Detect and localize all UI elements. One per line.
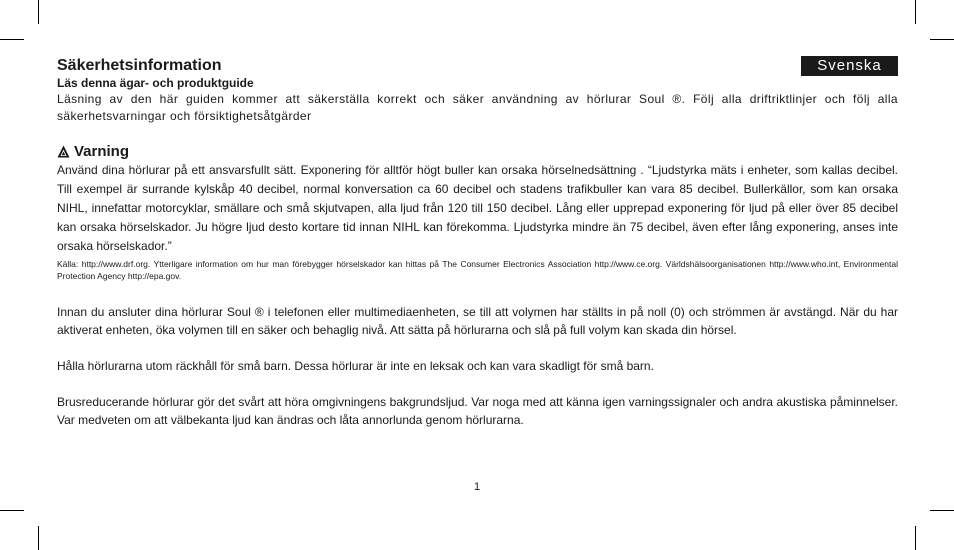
paragraph-noise-cancelling: Brusreducerande hörlurar gör det svårt att höra omgivningens bakgrundsljud. Var noga med att känna igen varningssignaler och andra akustiska påminnelser. Var medveten om att välbekanta ljud kan ändras och låta annorlunda genom hörlurarna. <box>57 395 898 427</box>
subtitle: Läs denna ägar- och produktguide <box>57 76 254 90</box>
warning-heading <box>57 141 898 161</box>
intro-text: Läsning av den här guiden kommer att säkerställa korrekt och säker användning av hörlurar Soul ®. Följ alla driftriktlinjer och följ alla säkerhetsvarningar och försiktighetsåtgärder <box>57 92 898 123</box>
crop-mark-bottom-left-v <box>38 526 39 550</box>
paragraph-children: Hålla hörlurarna utom räckhåll för små barn. Dessa hörlurar är inte en leksak och kan vara skadligt för små barn. <box>57 359 654 373</box>
warning-source: Källa: http://www.drf.org. Ytterligare information om hur man förebygger hörselskador kan hittas på The Consumer Electronics Association http://www.ce.org. Världshälsoorganisationen http://www.who.int, Environmental Protection Agency http://epa.gov. <box>57 259 898 281</box>
warning-body: Använd dina hörlurar på ett ansvarsfullt sätt. Exponering för alltför högt buller kan orsaka hörselnedsättning . “Ljudstyrka mäts i enheter, som kallas decibel. Till exempel är surrande kylskåp 40 decibel, normal konversation ca 60 decibel och stadens trafikbuller kan vara 85 decibel. Bullerkällor, som kan orsaka NIHL, innefattar motorcyklar, smällare och små skjutvapen, alla ljud från 120 till 150 decibel. Lång eller upprepad exponering för ljud på eller över 85 decibel kan orsaka hörselskador. Ju högre ljud desto kortare tid innan NIHL kan förekomma. Ljudstyrka mindre än 75 decibel, även efter lång exponering, anses inte orsaka hörselskador.” <box>57 163 898 253</box>
crop-mark-top-right-v <box>915 0 916 24</box>
crop-mark-top-left-v <box>38 0 39 24</box>
language-badge: Svenska <box>801 56 898 76</box>
page-title: Säkerhetsinformation <box>57 57 222 74</box>
page-number: 1 <box>473 481 481 493</box>
crop-mark-top-left-h <box>0 39 24 40</box>
crop-mark-bottom-left-h <box>0 510 24 511</box>
crop-mark-bottom-right-h <box>930 510 954 511</box>
paragraph-volume: Innan du ansluter dina hörlurar Soul ® i telefonen eller multimediaenheten, se till att volymen har ställts in på noll (0) och strömmen är avstängd. När du har aktiverat enheten, öka volymen till en säker och behaglig nivå. Att sätta på hörlurarna och slå på full volym kan skada din hörsel. <box>57 305 898 337</box>
crop-mark-bottom-right-v <box>915 526 916 550</box>
warning-heading-label: Varning <box>74 142 130 160</box>
warning-triangle-icon <box>57 145 70 158</box>
document-content <box>57 56 898 429</box>
crop-mark-top-right-h <box>930 39 954 40</box>
